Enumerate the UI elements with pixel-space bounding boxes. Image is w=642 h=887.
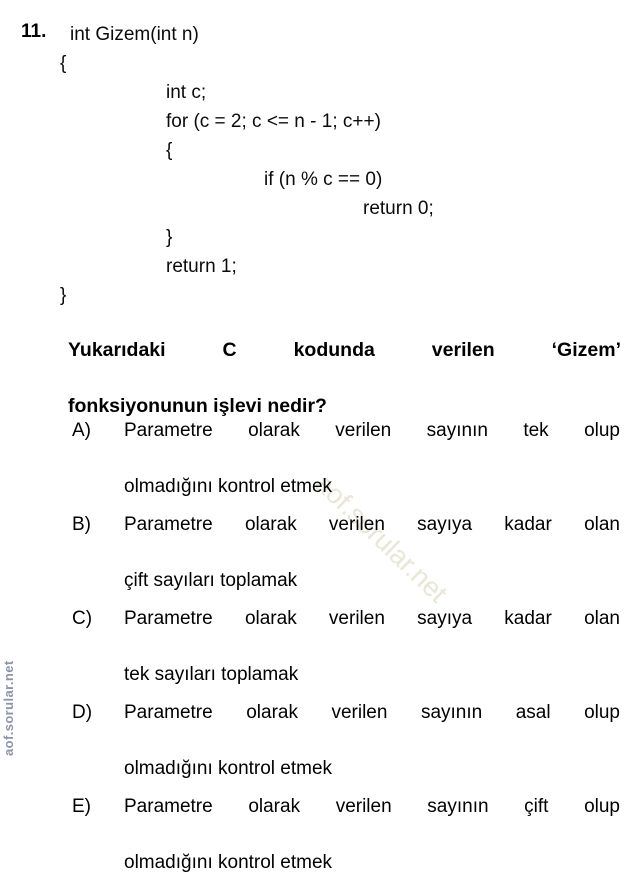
option-letter: D) [72, 702, 93, 723]
code-listing [0, 20, 642, 310]
option-text [124, 417, 620, 501]
code-line: { [166, 140, 173, 161]
option-text [124, 793, 620, 877]
option-letter: C) [72, 608, 93, 629]
option-text [124, 511, 620, 595]
option-line: olmadığını kontrol etmek [124, 852, 333, 873]
option-letter: E) [72, 796, 91, 817]
option-line: olmadığını kontrol etmek [124, 476, 333, 497]
question-stem-line: fonksiyonunun işlevi nedir? [68, 395, 327, 417]
option-text [124, 699, 620, 783]
code-line: } [60, 285, 67, 306]
answer-option-e[interactable] [0, 793, 642, 877]
code-line: if (n % c == 0) [264, 169, 383, 190]
code-line: int Gizem(int n) [70, 24, 199, 45]
answer-option-a[interactable] [0, 417, 642, 501]
answer-option-d[interactable] [0, 699, 642, 783]
option-text [124, 605, 620, 689]
answer-option-b[interactable] [0, 511, 642, 595]
option-line: Parametre olarak verilen sayının çift olup [124, 796, 620, 817]
code-line: { [60, 53, 67, 74]
option-line: Parametre olarak verilen sayıya kadar olan [124, 514, 620, 535]
code-line: int c; [166, 82, 207, 103]
code-line: } [166, 227, 173, 248]
option-line: Parametre olarak verilen sayıya kadar olan [124, 608, 620, 629]
option-line: tek sayıları toplamak [124, 664, 299, 685]
option-line: çift sayıları toplamak [124, 570, 298, 591]
question-number: 11. [21, 21, 47, 42]
option-letter: A) [72, 420, 91, 441]
question-stem [68, 336, 621, 420]
option-letter: B) [72, 514, 91, 535]
code-line: return 1; [166, 256, 237, 277]
code-line: for (c = 2; c <= n - 1; c++) [166, 111, 381, 132]
option-line: olmadığını kontrol etmek [124, 758, 333, 779]
answer-options-list [0, 417, 642, 887]
question-stem-line: Yukarıdaki C kodunda verilen ‘Gizem’ [68, 339, 621, 361]
option-line: Parametre olarak verilen sayının tek olup [124, 420, 620, 441]
code-line: return 0; [363, 198, 434, 219]
diagonal-watermark: aof.sorular.net [309, 468, 454, 609]
vertical-watermark: aof.sorular.net [1, 660, 16, 756]
answer-option-c[interactable] [0, 605, 642, 689]
option-line: Parametre olarak verilen sayının asal olup [124, 702, 620, 723]
